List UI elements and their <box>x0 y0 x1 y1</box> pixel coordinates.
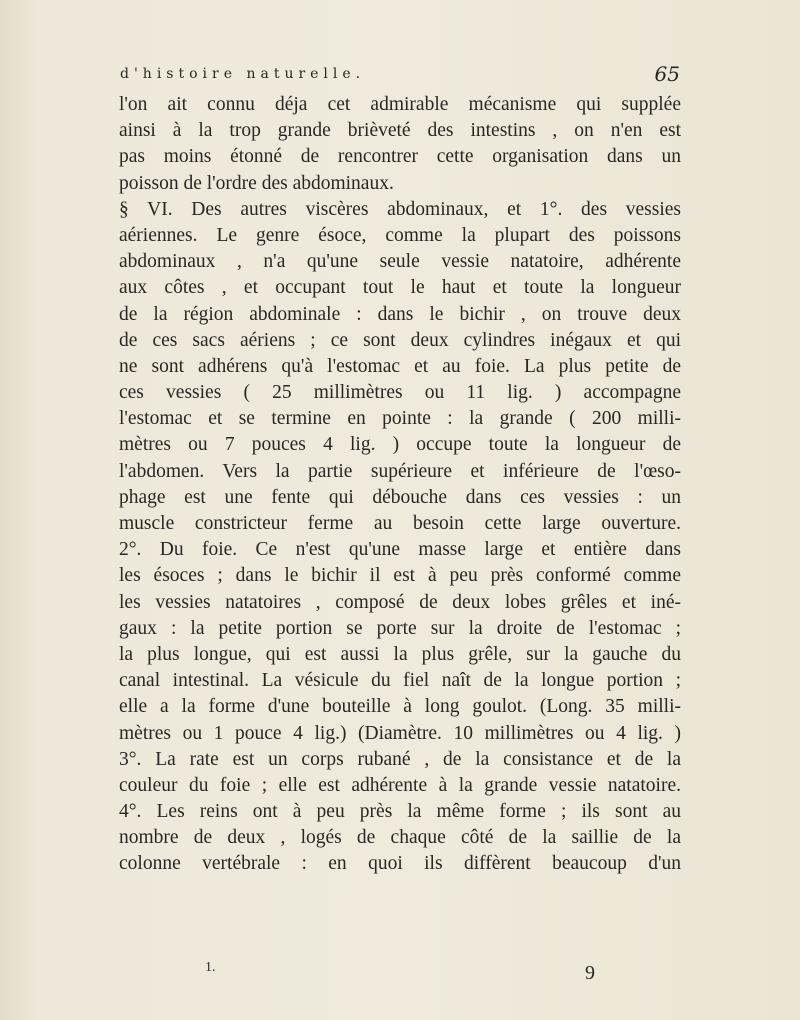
text-line: gaux : la petite portion se porte sur la droite de l'estomac ; <box>119 617 681 639</box>
text-line: 2°. Du foie. Ce n'est qu'une masse large et entière dans <box>119 539 681 561</box>
text-line: mètres ou 7 pouces 4 lig. ) occupe toute la longueur de <box>119 434 681 456</box>
page-number: 65 <box>654 62 680 86</box>
text-line: les ésoces ; dans le bichir il est à peu près conformé comme <box>119 565 681 587</box>
text-line: les vessies natatoires , composé de deux lobes grêles et iné- <box>119 591 681 613</box>
text-line: § VI. Des autres viscères abdominaux, et 1°. des vessies <box>119 198 681 220</box>
text-line: ainsi à la trop grande brièveté des intestins , on n'en est <box>119 120 681 142</box>
text-line: couleur du foie ; elle est adhérente à la grande vessie natatoire. <box>119 774 681 796</box>
text-line: colonne vertébrale : en quoi ils diffèrent beaucoup d'un <box>119 853 681 875</box>
text-line: 3°. La rate est un corps rubané , de la consistance et de la <box>119 748 681 770</box>
text-line: de ces sacs aériens ; ce sont deux cylindres inégaux et qui <box>119 329 681 351</box>
page-footer <box>205 960 595 990</box>
text-line: poisson de l'ordre des abdominaux. <box>119 172 394 194</box>
text-line: aériennes. Le genre ésoce, comme la plupart des poissons <box>119 224 681 246</box>
signature-mark: 9 <box>585 962 595 984</box>
volume-mark: 1. <box>205 960 216 975</box>
text-line: elle a la forme d'une bouteille à long goulot. (Long. 35 milli- <box>119 696 681 718</box>
text-line: canal intestinal. La vésicule du fiel naît de la longue portion ; <box>119 670 681 692</box>
text-line: l'abdomen. Vers la partie supérieure et inférieure de l'œso- <box>119 460 681 482</box>
text-line: l'estomac et se termine en pointe : la grande ( 200 milli- <box>119 408 681 430</box>
text-line: aux côtes , et occupant tout le haut et toute la longueur <box>119 277 681 299</box>
running-head-title: d'histoire naturelle. <box>120 66 366 82</box>
text-line: mètres ou 1 pouce 4 lig.) (Diamètre. 10 millimètres ou 4 lig. ) <box>119 722 681 744</box>
text-line: 4°. Les reins ont à peu près la même forme ; ils sont au <box>119 801 681 823</box>
text-line: abdominaux , n'a qu'une seule vessie natatoire, adhérente <box>119 251 681 273</box>
text-line: de la région abdominale : dans le bichir , on trouve deux <box>119 303 681 325</box>
text-line: l'on ait connu déja cet admirable mécanisme qui supplée <box>119 94 681 115</box>
text-line: pas moins étonné de rencontrer cette organisation dans un <box>119 146 681 168</box>
text-line: nombre de deux , logés de chaque côté de la saillie de la <box>119 827 681 849</box>
text-line: muscle constricteur ferme au besoin cette large ouverture. <box>119 513 681 534</box>
text-line: phage est une fente qui débouche dans ces vessies : un <box>119 486 681 508</box>
text-line: ne sont adhérens qu'à l'estomac et au foie. La plus petite de <box>119 355 681 377</box>
body-text <box>119 92 681 878</box>
text-line: ces vessies ( 25 millimètres ou 11 lig. ) accompagne <box>119 382 681 404</box>
text-line: la plus longue, qui est aussi la plus grêle, sur la gauche du <box>119 643 681 665</box>
running-head <box>120 62 680 90</box>
